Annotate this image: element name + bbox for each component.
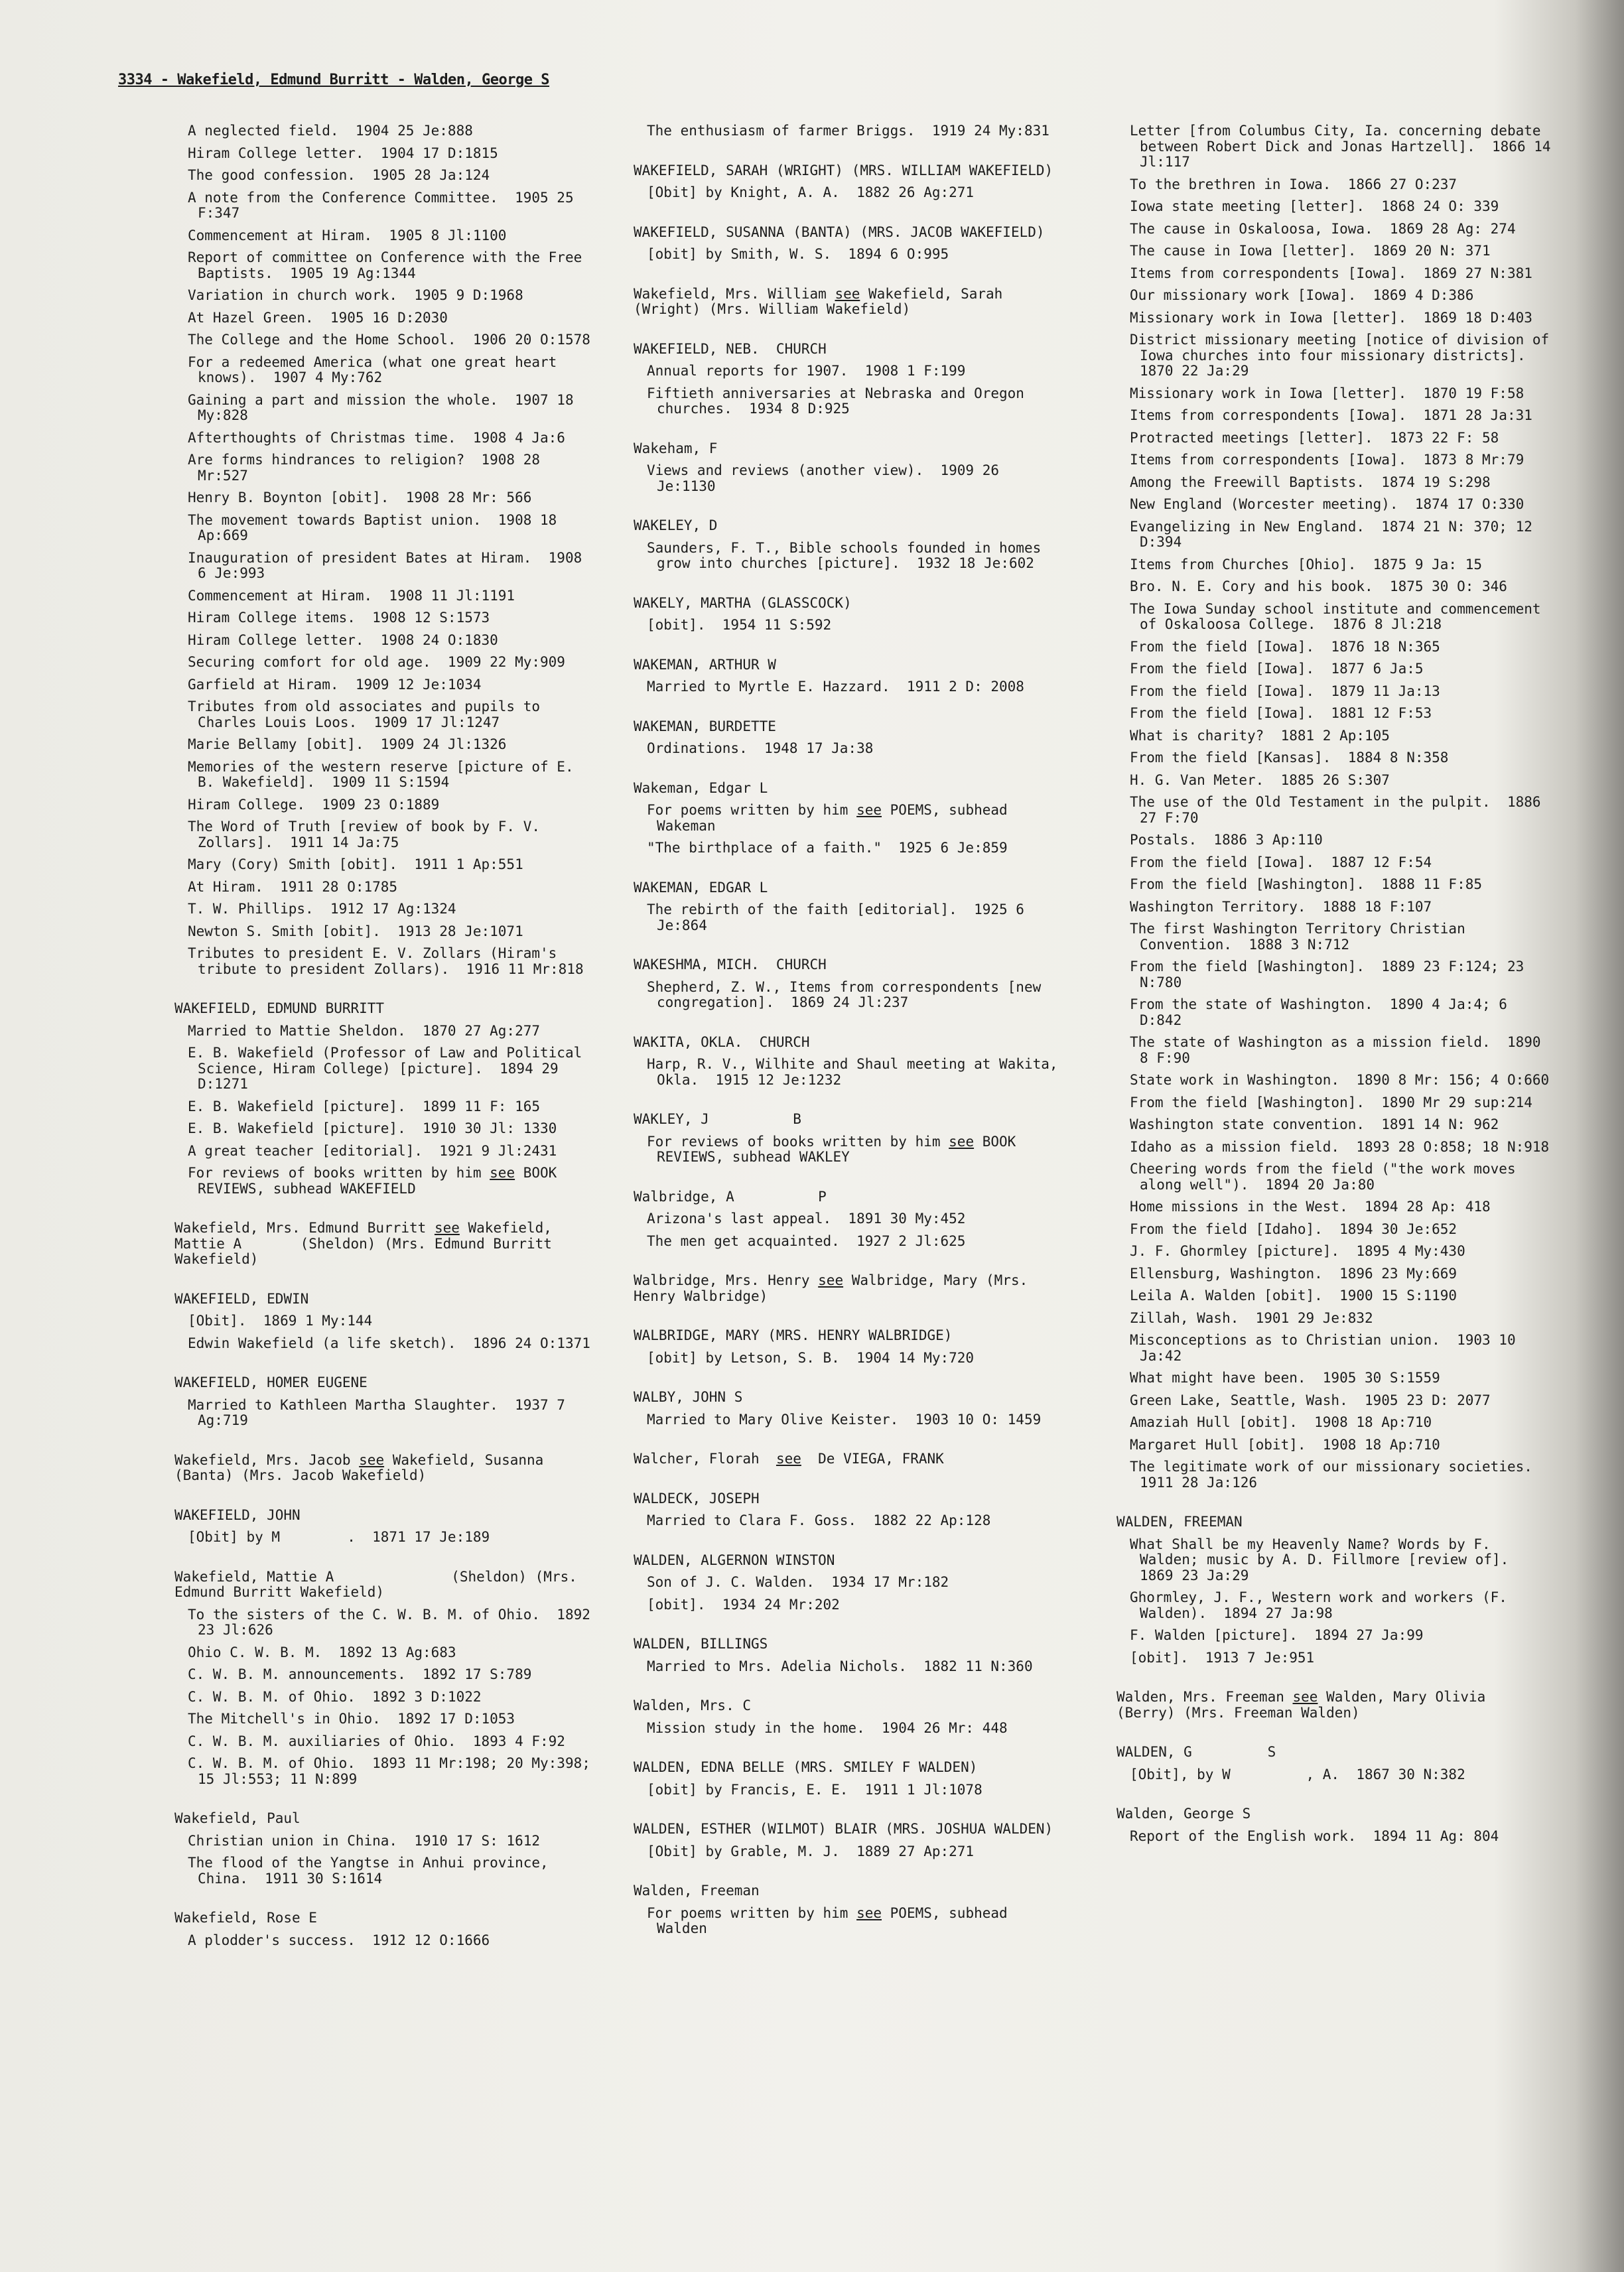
index-entry: C. W. B. M. of Ohio. 1892 3 D:1022 — [188, 1688, 482, 1705]
index-entry: For a redeemed America (what one great heart knows). 1907 4 My:762 — [188, 354, 565, 385]
index-heading: Wakeham, F — [634, 440, 718, 456]
index-entry: Among the Freewill Baptists. 1874 19 S:298 — [1130, 474, 1491, 490]
index-entry: What is charity? 1881 2 Ap:105 — [1130, 727, 1390, 744]
index-entry: Ordinations. 1948 17 Ja:38 — [647, 740, 874, 756]
index-entry: New England (Worcester meeting). 1874 17 O:330 — [1130, 496, 1524, 512]
index-heading: WALDEN, BILLINGS — [634, 1636, 768, 1652]
index-entry: From the field [Iowa]. 1887 12 F:54 — [1130, 854, 1432, 870]
see-reference: see — [818, 1272, 844, 1288]
index-entry: Washington Territory. 1888 18 F:107 — [1130, 898, 1432, 915]
index-entry: Hiram College items. 1908 12 S:1573 — [188, 610, 490, 626]
index-heading: WAKEFIELD, HOMER EUGENE — [174, 1374, 368, 1390]
index-heading: WALDEN, ESTHER (WILMOT) BLAIR (MRS. JOSHUA WALDEN) — [634, 1821, 1053, 1837]
index-entry: [obit]. 1934 24 Mr:202 — [647, 1596, 840, 1613]
index-entry: C. W. B. M. announcements. 1892 17 S:789 — [188, 1666, 532, 1682]
index-entry: Leila A. Walden [obit]. 1900 15 S:1190 — [1130, 1288, 1457, 1303]
see-reference: see — [490, 1165, 515, 1181]
index-heading: Walden, Mrs. Freeman see Walden, Mary Olivia (Berry) (Mrs. Freeman Walden) — [1116, 1689, 1494, 1721]
index-heading: Wakefield, Paul — [174, 1810, 301, 1826]
index-entry: Ohio C. W. B. M. 1892 13 Ag:683 — [188, 1644, 456, 1660]
index-entry: The flood of the Yangtse in Anhui province, China. 1911 30 S:1614 — [188, 1855, 557, 1887]
index-entry: Tributes from old associates and pupils to Charles Louis Loos. 1909 17 Jl:1247 — [188, 699, 549, 730]
index-heading: WALDEN, G S — [1116, 1744, 1276, 1760]
index-entry: Fiftieth anniversaries at Nebraska and Oregon churches. 1934 8 D:925 — [647, 385, 1033, 417]
index-entry: To the brethren in Iowa. 1866 27 O:237 — [1130, 176, 1457, 192]
index-entry: Hiram College. 1909 23 O:1889 — [188, 796, 440, 813]
index-column-3 — [1116, 123, 1560, 1844]
index-entry: Items from correspondents [Iowa]. 1873 8 Mr:79 — [1130, 452, 1524, 468]
index-entry: What might have been. 1905 30 S:1559 — [1130, 1370, 1440, 1386]
index-entry: Married to Mattie Sheldon. 1870 27 Ag:277 — [188, 1022, 541, 1039]
index-entry: [Obit] by Knight, A. A. 1882 26 Ag:271 — [647, 184, 975, 200]
index-entry: E. B. Wakefield [picture]. 1910 30 Jl: 1330 — [188, 1120, 557, 1136]
index-entry: The men get acquainted. 1927 2 Jl:625 — [647, 1233, 966, 1249]
index-entry: The rebirth of the faith [editorial]. 1925 6 Je:864 — [647, 902, 1033, 933]
index-entry: [Obit], by W , A. 1867 30 N:382 — [1130, 1766, 1465, 1782]
index-entry: Ghormley, J. F., Western work and workers (F. Walden). 1894 27 Ja:98 — [1130, 1589, 1516, 1621]
index-entry: Green Lake, Seattle, Wash. 1905 23 D: 2077 — [1130, 1392, 1491, 1408]
index-entry: Saunders, F. T., Bible schools founded in homes grow into churches [picture]. 1932 18 Je:602 — [647, 539, 1049, 571]
index-entry: The movement towards Baptist union. 1908 18 Ap:669 — [188, 511, 565, 543]
index-entry: For poems written by him see POEMS, subhead Walden — [647, 1904, 1016, 1936]
index-entry: Tributes to president E. V. Zollars (Hiram's tribute to president Zollars). 1916 11 Mr:818 — [188, 945, 584, 977]
index-heading: Wakefield, Rose E — [174, 1910, 317, 1926]
index-entry: Report of committee on Conference with the Free Baptists. 1905 19 Ag:1344 — [188, 249, 590, 281]
index-entry: At Hiram. 1911 28 O:1785 — [188, 878, 398, 895]
index-entry: Married to Kathleen Martha Slaughter. 1937 7 Ag:719 — [188, 1396, 574, 1428]
index-entry: Letter [from Columbus City, Ia. concerning debate between Robert Dick and Jonas Hartzell]. 1866 14 Jl:117 — [1130, 123, 1560, 170]
index-entry: Married to Clara F. Goss. 1882 22 Ap:128 — [647, 1512, 991, 1528]
index-entry: The cause in Oskaloosa, Iowa. 1869 28 Ag: 274 — [1130, 220, 1516, 237]
index-heading: Wakeman, Edgar L — [634, 779, 768, 796]
index-column-2 — [634, 123, 1067, 1937]
index-entry: F. Walden [picture]. 1894 27 Ja:99 — [1130, 1627, 1424, 1643]
index-entry: Evangelizing in New England. 1874 21 N: 370; 12 D:394 — [1130, 518, 1541, 550]
index-heading: Walden, Mrs. C — [634, 1698, 752, 1713]
index-entry: Iowa state meeting [letter]. 1868 24 O: 339 — [1130, 198, 1499, 214]
index-heading: Walbridge, Mrs. Henry see Walbridge, Mary (Mrs. Henry Walbridge) — [634, 1272, 1036, 1304]
index-entry: Inauguration of president Bates at Hiram. 1908 6 Je:993 — [188, 549, 590, 581]
index-column-1 — [174, 123, 599, 1948]
index-entry: Hiram College letter. 1908 24 O:1830 — [188, 632, 498, 648]
index-entry: A plodder's success. 1912 12 O:1666 — [188, 1932, 490, 1948]
index-heading: Walden, George S — [1116, 1806, 1251, 1822]
index-entry: Henry B. Boynton [obit]. 1908 28 Mr: 566 — [188, 490, 532, 505]
index-heading: Wakefield, Mrs. Edmund Burritt see Wakefield, Mattie A (Sheldon) (Mrs. Edmund Burritt Wakefield) — [174, 1220, 561, 1267]
index-entry: The first Washington Territory Christian Convention. 1888 3 N:712 — [1130, 921, 1474, 953]
index-entry: A neglected field. 1904 25 Je:888 — [188, 123, 473, 139]
index-heading: Walcher, Florah see De VIEGA, FRANK — [634, 1451, 944, 1467]
index-entry: From the field [Kansas]. 1884 8 N:358 — [1130, 750, 1449, 766]
index-entry: [Obit] by M . 1871 17 Je:189 — [188, 1529, 490, 1545]
index-entry: Annual reports for 1907. 1908 1 F:199 — [647, 363, 966, 379]
index-entry: Garfield at Hiram. 1909 12 Je:1034 — [188, 676, 482, 693]
index-entry: T. W. Phillips. 1912 17 Ag:1324 — [188, 901, 456, 917]
index-entry: State work in Washington. 1890 8 Mr: 156; 4 O:660 — [1130, 1072, 1550, 1088]
index-entry: Christian union in China. 1910 17 S: 1612 — [188, 1832, 541, 1849]
index-heading: Wakefield, Mattie A (Sheldon) (Mrs. Edmund Burritt Wakefield) — [174, 1568, 586, 1600]
index-entry: Amaziah Hull [obit]. 1908 18 Ap:710 — [1130, 1414, 1432, 1430]
index-entry: J. F. Ghormley [picture]. 1895 4 My:430 — [1130, 1243, 1465, 1259]
index-entry: What Shall be my Heavenly Name? Words by F. Walden; music by A. D. Fillmore [review of]. 1869 23 Ja:29 — [1130, 1536, 1526, 1583]
index-entry: Missionary work in Iowa [letter]. 1869 18 D:403 — [1130, 309, 1532, 326]
index-entry: Items from correspondents [Iowa]. 1871 28 Ja:31 — [1130, 407, 1532, 423]
index-entry: Protracted meetings [letter]. 1873 22 F: 58 — [1130, 429, 1499, 446]
index-heading: Walden, Freeman — [634, 1883, 760, 1899]
index-entry: Newton S. Smith [obit]. 1913 28 Je:1071 — [188, 923, 523, 939]
index-entry: For reviews of books written by him see BOOK REVIEWS, subhead WAKEFIELD — [188, 1165, 565, 1197]
index-entry: To the sisters of the C. W. B. M. of Ohio. 1892 23 Jl:626 — [188, 1606, 599, 1638]
index-entry: For reviews of books written by him see BOOK REVIEWS, subhead WAKLEY — [647, 1133, 1024, 1165]
index-entry: Commencement at Hiram. 1908 11 Jl:1191 — [188, 587, 515, 604]
index-heading: WAKEFIELD, NEB. CHURCH — [634, 340, 827, 357]
index-entry: "The birthplace of a faith." 1925 6 Je:859 — [647, 840, 1008, 856]
index-entry: Shepherd, Z. W., Items from correspondents [new congregation]. 1869 24 Jl:237 — [647, 978, 1049, 1010]
index-entry: C. W. B. M. auxiliaries of Ohio. 1893 4 F:92 — [188, 1733, 565, 1749]
index-entry: From the field [Washington]. 1890 Mr 29 sup:214 — [1130, 1094, 1532, 1110]
index-entry: Afterthoughts of Christmas time. 1908 4 Ja:6 — [188, 429, 565, 446]
index-heading: WALBRIDGE, MARY (MRS. HENRY WALBRIDGE) — [634, 1327, 953, 1343]
index-entry: A note from the Conference Committee. 1905 25 F:347 — [188, 189, 582, 221]
index-entry: E. B. Wakefield [picture]. 1899 11 F: 165 — [188, 1098, 541, 1114]
see-reference: see — [856, 1904, 882, 1921]
index-entry: Variation in church work. 1905 9 D:1968 — [188, 287, 523, 303]
index-entry: [obit] by Smith, W. S. 1894 6 O:995 — [647, 246, 949, 262]
index-entry: Bro. N. E. Cory and his book. 1875 30 O: 346 — [1130, 578, 1507, 594]
index-entry: [obit]. 1913 7 Je:951 — [1130, 1649, 1315, 1666]
index-heading: WALDEN, EDNA BELLE (MRS. SMILEY F WALDEN) — [634, 1759, 978, 1775]
index-entry: Items from correspondents [Iowa]. 1869 27 N:381 — [1130, 265, 1532, 281]
index-heading: WALDEN, FREEMAN — [1116, 1514, 1243, 1530]
index-entry: Securing comfort for old age. 1909 22 My:909 — [188, 654, 565, 670]
see-reference: see — [856, 802, 882, 818]
index-heading: WAKLEY, J B — [634, 1111, 801, 1127]
index-entry: E. B. Wakefield (Professor of Law and Political Science, Hiram College) [picture]. 1894 29 D:1271 — [188, 1045, 590, 1092]
index-entry: Married to Mrs. Adelia Nichols. 1882 11 N:360 — [647, 1658, 1033, 1674]
index-entry: [Obit]. 1869 1 My:144 — [188, 1313, 373, 1329]
index-entry: H. G. Van Meter. 1885 26 S:307 — [1130, 771, 1390, 788]
index-entry: Postals. 1886 3 Ap:110 — [1130, 832, 1323, 848]
see-reference: see — [776, 1451, 801, 1467]
index-entry: Harp, R. V., Wilhite and Shaul meeting at Wakita, Okla. 1915 12 Je:1232 — [647, 1056, 1067, 1088]
index-entry: Washington state convention. 1891 14 N: 962 — [1130, 1116, 1499, 1132]
index-entry: District missionary meeting [notice of division of Iowa churches into four missionary districts]. 1870 22 Ja:29 — [1130, 332, 1558, 379]
index-entry: Our missionary work [Iowa]. 1869 4 D:386 — [1130, 287, 1474, 303]
index-entry: Cheering words from the field ("the work moves along well"). 1894 20 Ja:80 — [1130, 1161, 1524, 1193]
index-entry: [Obit] by Grable, M. J. 1889 27 Ap:271 — [647, 1843, 975, 1859]
index-entry: Missionary work in Iowa [letter]. 1870 19 F:58 — [1130, 385, 1524, 401]
index-heading: WAKEFIELD, EDMUND BURRITT — [174, 1000, 385, 1016]
index-entry: Mission study in the home. 1904 26 Mr: 448 — [647, 1719, 1008, 1736]
index-entry: Commencement at Hiram. 1905 8 Jl:1100 — [188, 227, 507, 243]
page-header: 3334 - Wakefield, Edmund Burritt - Walden, George S — [118, 72, 550, 88]
index-entry: C. W. B. M. of Ohio. 1893 11 Mr:198; 20 My:398; 15 Jl:553; 11 N:899 — [188, 1755, 599, 1787]
index-heading: WAKELEY, D — [634, 517, 718, 533]
index-heading: WAKEFIELD, JOHN — [174, 1506, 301, 1523]
index-entry: For poems written by him see POEMS, subhead Wakeman — [647, 802, 1016, 834]
index-entry: Margaret Hull [obit]. 1908 18 Ap:710 — [1130, 1436, 1440, 1453]
index-entry: The Word of Truth [review of book by F. V. Zollars]. 1911 14 Ja:75 — [188, 819, 549, 850]
index-heading: WAKEMAN, ARTHUR W — [634, 656, 776, 673]
index-entry: The enthusiasm of farmer Briggs. 1919 24 My:831 — [647, 123, 1049, 139]
index-heading: WAKITA, OKLA. CHURCH — [634, 1034, 810, 1050]
index-entry: Idaho as a mission field. 1893 28 O:858; 18 N:918 — [1130, 1138, 1550, 1155]
see-reference: see — [1292, 1689, 1318, 1705]
index-entry: The cause in Iowa [letter]. 1869 20 N: 371 — [1130, 243, 1491, 259]
index-entry: Arizona's last appeal. 1891 30 My:452 — [647, 1211, 966, 1227]
index-heading: WAKEFIELD, SARAH (WRIGHT) (MRS. WILLIAM WAKEFIELD) — [634, 162, 1053, 178]
index-heading: WALBY, JOHN S — [634, 1389, 743, 1405]
index-heading: Walbridge, A P — [634, 1188, 827, 1205]
index-entry: A great teacher [editorial]. 1921 9 Jl:2431 — [188, 1142, 557, 1159]
index-heading: Wakefield, Mrs. Jacob see Wakefield, Susanna (Banta) (Mrs. Jacob Wakefield) — [174, 1451, 552, 1483]
see-reference: see — [949, 1133, 975, 1150]
index-entry: Home missions in the West. 1894 28 Ap: 418 — [1130, 1199, 1491, 1215]
index-entry: Misconceptions as to Christian union. 1903 10 Ja:42 — [1130, 1332, 1524, 1364]
index-entry: Zillah, Wash. 1901 29 Je:832 — [1130, 1309, 1373, 1326]
index-entry: From the field [Iowa]. 1879 11 Ja:13 — [1130, 683, 1440, 699]
index-entry: At Hazel Green. 1905 16 D:2030 — [188, 309, 448, 326]
index-heading: WAKEFIELD, EDWIN — [174, 1290, 309, 1307]
index-entry: Mary (Cory) Smith [obit]. 1911 1 Ap:551 — [188, 856, 523, 872]
index-heading: WAKELY, MARTHA (GLASSCOCK) — [634, 594, 852, 611]
index-entry: The College and the Home School. 1906 20 O:1578 — [188, 332, 590, 348]
index-entry: The good confession. 1905 28 Ja:124 — [188, 167, 490, 183]
index-entry: The use of the Old Testament in the pulpit. 1886 27 F:70 — [1130, 794, 1550, 826]
index-entry: Items from Churches [Ohio]. 1875 9 Ja: 15 — [1130, 556, 1483, 572]
index-heading: WALDEN, ALGERNON WINSTON — [634, 1552, 835, 1568]
index-entry: [obit] by Francis, E. E. 1911 1 Jl:1078 — [647, 1781, 982, 1798]
index-entry: The legitimate work of our missionary societies. 1911 28 Ja:126 — [1130, 1459, 1550, 1491]
index-entry: Son of J. C. Walden. 1934 17 Mr:182 — [647, 1574, 949, 1590]
index-heading: Wakefield, Mrs. William see Wakefield, Sarah (Wright) (Mrs. William Wakefield) — [634, 285, 1011, 317]
index-heading: WAKESHMA, MICH. CHURCH — [634, 957, 827, 972]
index-entry: From the field [Washington]. 1888 11 F:85 — [1130, 876, 1483, 892]
index-entry: From the field [Iowa]. 1881 12 F:53 — [1130, 705, 1432, 721]
index-entry: From the field [Washington]. 1889 23 F:124; 23 N:780 — [1130, 959, 1532, 990]
index-entry: Are forms hindrances to religion? 1908 28 Mr:527 — [188, 452, 549, 484]
index-entry: From the state of Washington. 1890 4 Ja:4; 6 D:842 — [1130, 996, 1516, 1028]
index-entry: The Iowa Sunday school institute and commencement of Oskaloosa College. 1876 8 Jl:218 — [1130, 600, 1550, 632]
index-entry: Married to Mary Olive Keister. 1903 10 O: 1459 — [647, 1411, 1042, 1428]
index-entry: Memories of the western reserve [picture of E. B. Wakefield]. 1909 11 S:1594 — [188, 758, 582, 790]
index-entry: Gaining a part and mission the whole. 1907 18 My:828 — [188, 391, 582, 423]
index-heading: WAKEMAN, EDGAR L — [634, 879, 768, 896]
index-entry: Edwin Wakefield (a life sketch). 1896 24 O:1371 — [188, 1335, 590, 1351]
index-entry: Married to Myrtle E. Hazzard. 1911 2 D: 2008 — [647, 679, 1024, 695]
index-entry: [obit] by Letson, S. B. 1904 14 My:720 — [647, 1349, 975, 1366]
index-entry: Views and reviews (another view). 1909 26 Je:1130 — [647, 462, 1008, 494]
see-reference: see — [835, 285, 860, 302]
index-entry: From the field [Iowa]. 1876 18 N:365 — [1130, 638, 1440, 655]
index-heading: WAKEMAN, BURDETTE — [634, 718, 776, 734]
index-entry: Report of the English work. 1894 11 Ag: 804 — [1130, 1828, 1499, 1844]
index-entry: [obit]. 1954 11 S:592 — [647, 617, 832, 633]
index-entry: Hiram College letter. 1904 17 D:1815 — [188, 145, 498, 161]
index-entry: The Mitchell's in Ohio. 1892 17 D:1053 — [188, 1711, 515, 1727]
index-entry: The state of Washington as a mission field. 1890 8 F:90 — [1130, 1034, 1550, 1066]
index-heading: WALDECK, JOSEPH — [634, 1490, 760, 1506]
index-entry: From the field [Iowa]. 1877 6 Ja:5 — [1130, 661, 1424, 677]
index-heading: WAKEFIELD, SUSANNA (BANTA) (MRS. JACOB WAKEFIELD) — [634, 224, 1045, 240]
index-entry: From the field [Idaho]. 1894 30 Je:652 — [1130, 1221, 1457, 1237]
see-reference: see — [434, 1220, 460, 1236]
index-entry: Ellensburg, Washington. 1896 23 My:669 — [1130, 1265, 1457, 1282]
index-entry: Marie Bellamy [obit]. 1909 24 Jl:1326 — [188, 736, 507, 752]
see-reference: see — [359, 1451, 385, 1468]
